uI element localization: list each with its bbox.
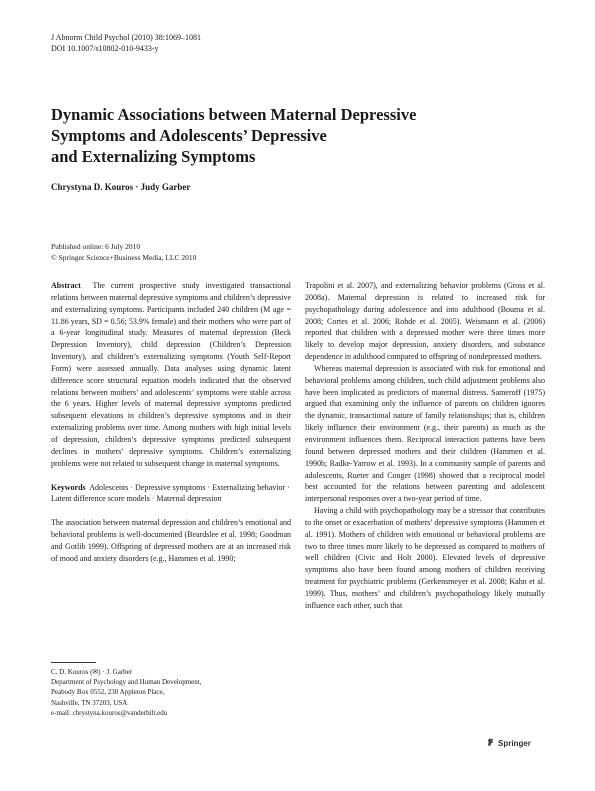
affiliation-names: C. D. Kouros (✉) · J. Garber — [51, 668, 133, 676]
publisher-name: Springer — [498, 739, 531, 748]
abstract-text: The current prospective study investigated transactional relations between maternal depressive symptoms and children’s depressive and externalizing symptoms. Participants included 240 children (M age = 11.86 years, SD = 0.56; 53.9% female) and their mothers who were part of a 6-year longitudinal study. Measures of maternal depression (Beck Depression Inventory), child depression (Children’s Depression Inventory), and children’s externalizing symptoms (Youth Self-Report Form) were assessed annually. Data analyses using dynamic latent difference score structural equation models indicated that the observed relations between mothers’ and adolescents’ symptoms were stable across the 6 years. Higher levels of maternal depressive symptoms predicted subsequent elevations in children’s depressive symptoms and in their externalizing problems over time. Among mothers with high initial levels of depression, children’s depressive symptoms predicted subsequent declines in mothers’ depressive symptoms. Children’s externalizing problems were not related to subsequent change in maternal symptoms. — [51, 281, 292, 468]
right-column — [305, 280, 545, 612]
abstract-label: Abstract — [51, 281, 81, 290]
springer-horse-icon — [486, 737, 495, 747]
intro-paragraph: The association between maternal depression and children’s emotional and behavioral problems is well-documented (Beardslee et al. 1998; Goodman and Gotlib 1999). Offspring of depressed mothers are at an increased risk of mood and anxiety disorders (e.g., Hammen et al. 1990; — [51, 518, 291, 563]
paper-title — [51, 104, 471, 167]
affiliation-city: Nashville, TN 37203, USA — [51, 698, 128, 707]
publication-info — [51, 242, 196, 263]
doi: DOI 10.1007/s10802-010-9433-y — [51, 43, 159, 53]
journal-header — [51, 33, 201, 54]
abstract — [51, 280, 291, 470]
body-paragraph: Trapolini et al. 2007), and externalizing behavior problems (Gross et al. 2008a). Maternal depression is related to increased risk for psychopathology during adolescence and into adulthood (Bouma et al. 2008; Cortes et al. 2006; Rohde et al. 2005). Weismann et al. (2006) reported that children with a depressed mother were three times more likely to develop major depression, anxiety disorders, and substance dependence in adulthood compared to offspring of nondepressed mothers. — [305, 281, 545, 362]
copyright: © Springer Science+Business Media, LLC 2010 — [51, 252, 197, 262]
keywords-label: Keywords — [51, 482, 86, 492]
body-paragraph: Having a child with psychopathology may be a stressor that contributes to the onset or exacerbation of mothers’ depressive symptoms (Hammen et al. 1991). Mothers of children with emotional or behavioral problems are two to three times more likely to be depressed as compared to mothers of well children (Civic and Holt 2000). Elevated levels of depressive symptoms also have been found among mothers of children receiving treatment for psychiatric problems (Gerkensmeyer et al. 2008; Kahn et al. 1999). Thus, mothers’ and children’s psychopathology likely mutually influence each other, such that — [305, 506, 545, 610]
keywords — [51, 482, 291, 506]
journal-citation: J Abnorm Child Psychol (2010) 38:1069–1081 — [51, 33, 202, 42]
affiliation-box: Peabody Box 0552, 230 Appleton Place, — [51, 688, 165, 697]
author-list: Chrystyna D. Kouros · Judy Garber — [51, 182, 191, 192]
affiliation — [51, 667, 291, 718]
title-line: Dynamic Associations between Maternal Depressive — [51, 105, 417, 124]
left-column — [51, 280, 291, 565]
affiliation-divider — [51, 662, 96, 663]
affiliation-email[interactable]: e-mail: chrystyna.kouros@vanderbilt.edu — [51, 708, 168, 717]
springer-logo — [486, 737, 531, 748]
affiliation-dept: Department of Psychology and Human Development, — [51, 678, 202, 687]
body-paragraph: Whereas maternal depression is associated with risk for emotional and behavioral problems among children, such child adjustment problems also have been implicated as predictors of maternal distress. Sameroff (1975) argued that examining only the influence of parents on children ignores the dynamic, transactional nature of family relationships; that is, children likely influence their environment (e.g., their parents) as much as the environment influences them. Reciprocal interaction patterns have been found between depressed mothers and their children (Hammen et al. 1990b; Radke-Yarrow et al. 1993). In a community sample of parents and adolescents, Rueter and Conger (1998) showed that a reciprocal model best accounted for the relations between parenting and adolescent interpersonal responses over a two-year period of time. — [305, 363, 545, 504]
keywords-text: Adolescents · Depressive symptoms · Externalizing behavior · Latent difference score models · Maternal depression — [51, 482, 290, 504]
published-date: Published online: 6 July 2010 — [51, 242, 141, 251]
title-line: Symptoms and Adolescents’ Depressive — [51, 126, 327, 145]
title-line: and Externalizing Symptoms — [51, 147, 256, 166]
